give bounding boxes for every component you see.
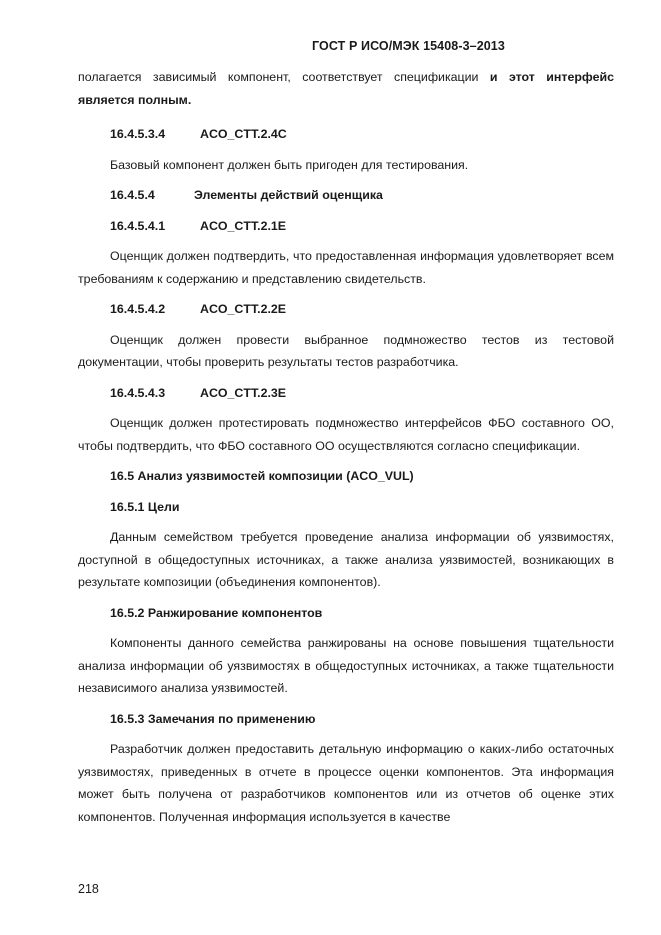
section-number: 16.4.5.4.2 bbox=[110, 302, 166, 316]
section-heading bbox=[78, 215, 614, 238]
paragraph: Данным семейством требуется проведение анализа информации об уязвимостях, доступной в общедоступных источниках, а также анализа уязвимостей, возникающих в результате композиции (объединения компонентов). bbox=[78, 530, 614, 589]
section-heading bbox=[78, 382, 614, 405]
section-heading bbox=[78, 496, 614, 519]
section-title: ACO_CTT.2.4C bbox=[200, 127, 287, 141]
paragraph: Оценщик должен подтвердить, что предоставленная информация удовлетворяет всем требованиям к содержанию и представлению свидетельств. bbox=[78, 249, 614, 286]
section-title: Элементы действий оценщика bbox=[194, 188, 383, 202]
section-heading bbox=[78, 184, 614, 207]
section-heading-text: 16.5.1 Цели bbox=[110, 499, 180, 514]
section-heading bbox=[78, 123, 614, 146]
section-title: ACO_CTT.2.2E bbox=[200, 302, 287, 316]
section-number: 16.4.5.4.1 bbox=[110, 218, 166, 233]
section-number: 16.4.5.4.3 bbox=[110, 385, 166, 400]
paragraph-text: полагается зависимый компонент, соответствует спецификации bbox=[78, 70, 490, 84]
paragraph: Компоненты данного семейства ранжированы на основе повышения тщательности анализа информации об уязвимостях в общедоступных источниках, а также тщательности независимого анализа уязвимостей. bbox=[78, 636, 614, 695]
section-heading-text: 16.5.2 Ранжирование компонентов bbox=[110, 605, 323, 620]
paragraph: Разработчик должен предоставить детальную информацию о каких-либо остаточных уязвимостях, приведенных в отчете в процессе оценки компонентов. Эта информация может быть получена от разработчиков компонентов или из отчетов об оценке этих компонентов. Полученная информация используется в качестве bbox=[78, 742, 614, 824]
paragraph: Оценщик должен провести выбранное подмножество тестов из тестовой документации, чтобы проверить результаты тестов разработчика. bbox=[78, 332, 614, 369]
section-number: 16.4.5.3.4 bbox=[110, 127, 166, 141]
page-content bbox=[78, 66, 614, 828]
section-title: ACO_CTT.2.1E bbox=[200, 218, 287, 233]
section-title: ACO_CTT.2.3E bbox=[200, 385, 287, 400]
section-heading-text: 16.5 Анализ уязвимостей композиции (ACO_VUL) bbox=[110, 469, 414, 483]
standard-designation: ГОСТ Р ИСО/МЭК 15408-3–2013 bbox=[312, 39, 505, 53]
paragraph-continuation bbox=[78, 66, 614, 111]
page-header bbox=[0, 38, 661, 54]
section-heading-text: 16.5.3 Замечания по применению bbox=[110, 711, 316, 726]
section-heading bbox=[78, 465, 614, 488]
section-heading bbox=[78, 602, 614, 625]
page-number: 218 bbox=[78, 882, 99, 896]
paragraph: Базовый компонент должен быть пригоден для тестирования. bbox=[110, 157, 469, 172]
paragraph-bold-text: и этот интерфейс является полным. bbox=[78, 70, 614, 107]
paragraph: Оценщик должен протестировать подмножество интерфейсов ФБО составного ОО, чтобы подтвердить, что ФБО составного ОО осуществляются согласно спецификации. bbox=[78, 416, 614, 453]
section-heading bbox=[78, 298, 614, 321]
section-heading bbox=[78, 708, 614, 731]
section-number: 16.4.5.4 bbox=[110, 188, 155, 202]
